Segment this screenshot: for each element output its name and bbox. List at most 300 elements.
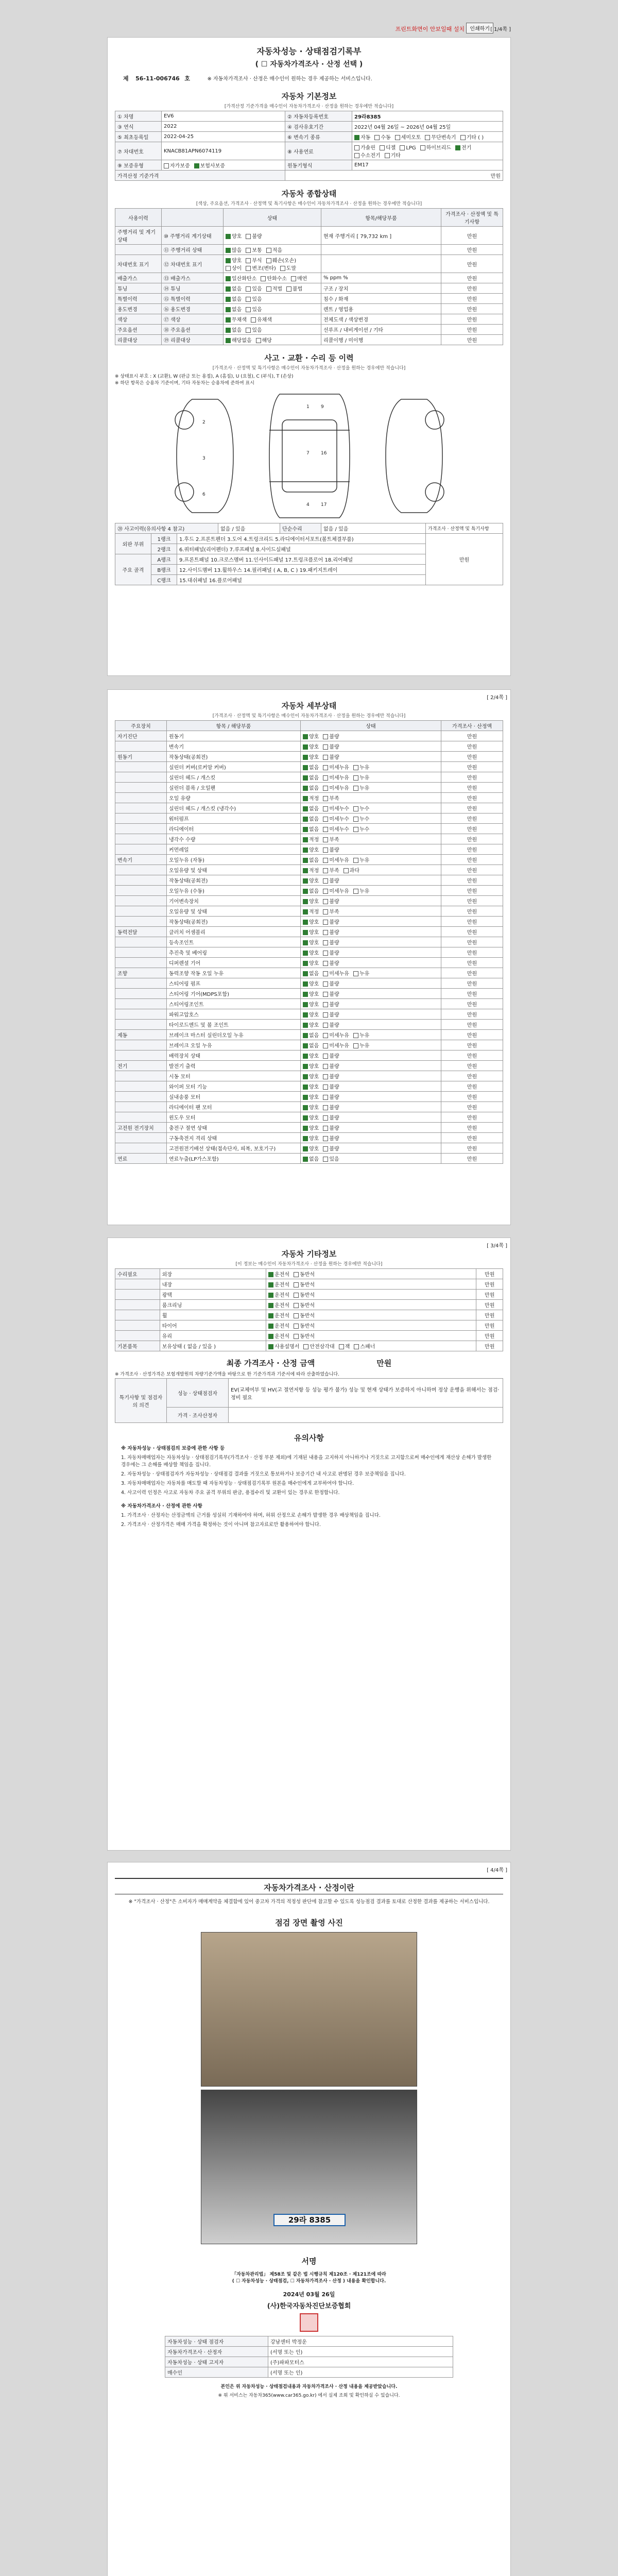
row-group — [115, 1310, 160, 1320]
row-price: 만원 — [441, 814, 503, 824]
row-group: 리콜대상 — [115, 335, 162, 345]
row-item: ⑯ 용도변경 — [162, 304, 224, 314]
text: 1랭크 — [151, 534, 177, 544]
row-price: 만원 — [441, 906, 503, 917]
table-row — [115, 958, 503, 968]
row-group: 자기진단 — [115, 731, 167, 741]
label: ④ 검사유효기간 — [285, 122, 352, 132]
label: ⑧ 사용연료 — [285, 142, 352, 160]
state-options: 양호 불량 — [301, 1092, 441, 1102]
diagram-label: 1 — [306, 404, 310, 410]
text: LPG — [406, 145, 416, 151]
row-item: 충전구 절연 상태 — [167, 1123, 301, 1133]
row-price: 만원 — [476, 1279, 503, 1290]
row-price: 만원 — [476, 1290, 503, 1300]
text: 최종 가격조사 · 산정 금액 — [226, 1359, 315, 1368]
row-item: 구동축전지 격리 상태 — [167, 1133, 301, 1143]
final-note: ※ 가격조사 · 산정가격은 보험개발원의 차량기준가액을 바탕으로 한 기준가격과 기준서에 따라 산출하였습니다. — [115, 1372, 339, 1377]
text: 성능 · 상태점검자 — [167, 1379, 229, 1408]
row-group — [115, 1009, 167, 1020]
row-group — [115, 937, 167, 947]
row-group — [115, 886, 167, 896]
row-item: 오일누유 (수동) — [167, 886, 301, 896]
table-row — [115, 304, 503, 314]
diagram-label: 16 — [321, 451, 327, 456]
row-group: 주행거리 및 계기상태 — [115, 227, 162, 245]
motor-type: EM17 — [352, 160, 503, 171]
label: ③ 연식 — [115, 122, 162, 132]
row-item: 타이로드엔드 및 볼 조인트 — [167, 1020, 301, 1030]
row-item: 파워고압호스 — [167, 1009, 301, 1020]
row-item: ⑩ 주행거리 계기상태 — [162, 227, 224, 245]
row-price: 만원 — [476, 1331, 503, 1341]
table-row — [115, 1020, 503, 1030]
row-item: 디퍼렌셜 기어 — [167, 958, 301, 968]
text: 무단변속기 — [431, 135, 456, 141]
row-price: 만원 — [441, 1092, 503, 1102]
row-item: 실린더 헤드 / 개스킷 — [167, 772, 301, 783]
accident-parts — [115, 533, 503, 585]
official-stamp — [300, 2313, 318, 2332]
row-item: 작동상태(공회전) — [167, 875, 301, 886]
sign-org: (사)한국자동차진단보증협회 — [267, 2302, 351, 2310]
state-options: 적정 부족 — [301, 906, 441, 917]
row-item: 실린더 커버(로커암 커버) — [167, 762, 301, 772]
text: 자동차가격조사 · 산정자 — [165, 2347, 268, 2357]
row-note: 렌트 / 영업용 — [321, 304, 441, 314]
state-options: 없음 미세누수 누수 — [301, 814, 441, 824]
row-group — [115, 1300, 160, 1310]
row-price: 만원 — [441, 793, 503, 803]
table-row — [115, 844, 503, 855]
row-item: 와이퍼 모터 기능 — [167, 1081, 301, 1092]
row-price: 만원 — [441, 989, 503, 999]
row-group — [115, 906, 167, 917]
row-item: 등속조인트 — [167, 937, 301, 947]
table-row — [115, 814, 503, 824]
state-options: 양호 불량 — [301, 958, 441, 968]
row-note: 리콜이행 / 미이행 — [321, 335, 441, 345]
row-price: 만원 — [441, 824, 503, 834]
row-price: 만원 — [441, 772, 503, 783]
basic-table — [115, 111, 503, 181]
row-price: 만원 — [441, 958, 503, 968]
row-item: ⑬ 배출가스 — [162, 273, 224, 283]
table-row — [115, 1071, 503, 1081]
label: ⑨ 보증유형 — [115, 160, 162, 171]
diagram-label: 3 — [202, 456, 205, 461]
table-row — [115, 314, 503, 325]
text: 항목/해당부품 — [321, 209, 441, 227]
row-price: 만원 — [441, 978, 503, 989]
diagram-label: 7 — [306, 451, 310, 456]
diagram-label: 17 — [321, 502, 327, 507]
label: ⑤ 최초등록일 — [115, 132, 162, 142]
row-item: 오일유량 및 상태 — [167, 865, 301, 875]
text: 가격조사 · 산정액 — [441, 721, 503, 731]
row-price: 만원 — [441, 875, 503, 886]
table-row — [115, 1310, 503, 1320]
state-options: 없음 미세누유 누유 — [301, 762, 441, 772]
table-row — [115, 731, 503, 741]
footer-note: 본인은 위 자동차성능 · 상태점검내용과 자동차가격조사 · 산정 내용을 제공받았습니다. — [220, 2384, 398, 2389]
text: 외판 부위 — [115, 534, 151, 554]
caution-item: 4. 사고이력 인정은 사고로 자동차 주요 골격 부위의 판금, 용접수리 및 교환이 있는 경우로 한정합니다. — [121, 1490, 340, 1496]
state-options: 없음 미세누수 누수 — [301, 803, 441, 814]
page-2 — [107, 689, 511, 1225]
row-group: 변속기 — [115, 855, 167, 865]
caution-item: 3. 자동차매매업자는 자동차를 매도할 때 자동차성능 · 상태점검기록부 원본을 매수인에게 교부하여야 합니다. — [121, 1481, 354, 1486]
row-item: 추진축 및 베어링 — [167, 947, 301, 958]
row-group — [115, 1279, 160, 1290]
row-group — [115, 1092, 167, 1102]
row-price: 만원 — [441, 304, 503, 314]
state-options: 양호 불량 — [301, 1009, 441, 1020]
page-3 — [107, 1238, 511, 1851]
row-item: ⑭ 튜닝 — [162, 283, 224, 294]
doc-title: 자동차성능 · 상태점검기록부 — [256, 46, 362, 56]
row-group — [115, 793, 167, 803]
row-item: ⑰ 색상 — [162, 314, 224, 325]
table-row — [115, 273, 503, 283]
caution-item: 2. 가격조사 · 산정가격은 매매 가격을 확정하는 것이 아니며 참고자료로만 활용하여야 합니다. — [121, 1522, 321, 1528]
table-row — [115, 1061, 503, 1071]
warranty-options — [162, 160, 285, 171]
accident-note-2: ※ 하단 항목은 승용차 기준이며, 기타 자동차는 승용차에 준하여 표시 — [115, 381, 254, 386]
state-options: 없음 미세누유 누유 — [301, 855, 441, 865]
row-price: 만원 — [476, 1300, 503, 1310]
text: 가격조사 · 산정액 및 특기사항 — [441, 209, 503, 227]
row-price: 만원 — [441, 927, 503, 937]
row-price: 만원 — [441, 294, 503, 304]
row-item: 워터펌프 — [167, 814, 301, 824]
row-group — [115, 1290, 160, 1300]
state-options: 운전석 동반석 — [266, 1300, 476, 1310]
row-price: 만원 — [441, 1009, 503, 1020]
table-row — [115, 1009, 503, 1020]
state-options: 양호 불량 — [301, 999, 441, 1009]
row-price: 만원 — [441, 855, 503, 865]
row-note: % ppm % — [321, 273, 441, 283]
row-group — [115, 1071, 167, 1081]
basic-title: 자동차 기본정보 — [281, 92, 337, 101]
detail-table — [115, 720, 503, 1164]
row-item: 고전원전기배선 상태(접속단자, 피복, 보호기구) — [167, 1143, 301, 1154]
state-options: 양호 불량 — [301, 978, 441, 989]
table-row — [115, 834, 503, 844]
row-price: 만원 — [441, 273, 503, 283]
state-options: 양호 불량 — [301, 741, 441, 752]
state-options: 양호 불량 — [301, 989, 441, 999]
row-group — [115, 999, 167, 1009]
caution-item: 2. 자동차성능 · 상태점검자가 자동차성능 · 상태점검 결과를 거짓으로 통보하거나 보증기간 내 사고로 판명된 경우 보증책임을 집니다. — [121, 1471, 406, 1477]
caution-section: ※ 자동차성능 · 상태점검의 보증에 관한 사항 등 — [121, 1446, 225, 1451]
install-link[interactable]: 프린트화면이 안보일때 설치 — [395, 26, 465, 32]
row-item: 클러치 어셈블리 — [167, 927, 301, 937]
state-options: 양호 불량 — [301, 937, 441, 947]
row-group — [115, 1040, 167, 1050]
no-value: 56-11-006746 — [135, 75, 180, 82]
text: (주)파파모터스 — [268, 2357, 453, 2367]
state-options: 양호 불량 — [301, 927, 441, 937]
state-options: 양호 불량 — [301, 1102, 441, 1112]
table-row — [115, 762, 503, 772]
row-item: 윈도우 모터 — [167, 1112, 301, 1123]
row-group — [115, 824, 167, 834]
row-item: 냉각수 수량 — [167, 834, 301, 844]
row-group — [115, 803, 167, 814]
table-row — [115, 1123, 503, 1133]
row-group: 원동기 — [115, 752, 167, 762]
state-options: 양호 불량 — [301, 1081, 441, 1092]
page-indicator: [ 1/4쪽 ] — [490, 27, 511, 32]
table-row — [115, 1290, 503, 1300]
row-price: 만원 — [441, 1112, 503, 1123]
row-item: 광택 — [160, 1290, 266, 1300]
row-price: 만원 — [441, 917, 503, 927]
state-options: 적정 부족 과다 — [301, 865, 441, 875]
text: 하이브리드 — [426, 145, 451, 151]
row-price: 만원 — [441, 255, 503, 273]
row-item: 스티어링조인트 — [167, 999, 301, 1009]
state-options: 양호 불량 — [301, 947, 441, 958]
label: ⑦ 차대번호 — [115, 142, 162, 160]
other-title: 자동차 기타정보 — [281, 1249, 337, 1259]
table-row — [115, 947, 503, 958]
row-price: 만원 — [441, 1030, 503, 1040]
table-row — [115, 752, 503, 762]
price-unit: 만원 — [285, 171, 503, 181]
row-group — [115, 762, 167, 772]
doc-notice: ※ 자동차가격조사 · 산정은 매수인이 원하는 경우 제공하는 서비스입니다. — [207, 76, 372, 82]
state-options: 없음 있음 — [224, 294, 321, 304]
table-row — [115, 1050, 503, 1061]
table-row — [115, 1030, 503, 1040]
row-item: ⑮ 특별이력 — [162, 294, 224, 304]
sign-body: ( ☐ 자동차성능 · 상태점검, ☐ 자동차가격조사 · 산정 ) 내용을 확인합니다. — [232, 2279, 386, 2284]
text: B랭크 — [151, 565, 177, 575]
row-item: ⑲ 리콜대상 — [162, 335, 224, 345]
row-item: 작동상태(공회전) — [167, 752, 301, 762]
row-group: 연료 — [115, 1154, 167, 1164]
table-row — [115, 927, 503, 937]
diagram-label: 4 — [306, 502, 310, 507]
table-row — [115, 1341, 503, 1351]
fuel-options — [352, 142, 503, 160]
state-options: 없음 있음 — [301, 1154, 441, 1164]
diagram-label: 2 — [202, 420, 205, 425]
state-options: 양호 불량 — [301, 1133, 441, 1143]
row-group — [115, 772, 167, 783]
doc-subtitle: ( ☐ 자동차가격조사 · 산정 선택 ) — [255, 60, 363, 69]
row-price: 만원 — [441, 947, 503, 958]
caution-section: ※ 자동차가격조사 · 산정에 관한 사항 — [121, 1503, 202, 1509]
row-item: 오일 유량 — [167, 793, 301, 803]
row-group — [115, 1331, 160, 1341]
state-options: 없음 미세누수 누수 — [301, 824, 441, 834]
overall-sub: [색상, 주요옵션, 가격조사 · 산정액 및 특기사항은 매수인이 자동차가격조사 · 산정을 원하는 경우에만 적습니다] — [196, 201, 422, 207]
row-item: ⑫ 차대번호 표기 — [162, 255, 224, 273]
row-note: 침수 / 화재 — [321, 294, 441, 304]
text: 만원 — [376, 1359, 392, 1368]
row-group — [115, 978, 167, 989]
row-item: 원동기 — [167, 731, 301, 741]
row-item: 외장 — [160, 1269, 266, 1279]
label: ② 자동차등록번호 — [285, 111, 352, 122]
row-item: 타이어 — [160, 1320, 266, 1331]
text: 가격 · 조사산정자 — [167, 1408, 229, 1423]
text: 보험사보증 — [200, 163, 225, 169]
state-options: 없음 미세누유 누유 — [301, 886, 441, 896]
table-row — [115, 294, 503, 304]
row-price: 만원 — [441, 227, 503, 245]
row-item: 브레이크 마스터 실린더오일 누유 — [167, 1030, 301, 1040]
row-group: 제동 — [115, 1030, 167, 1040]
table-row — [115, 255, 503, 273]
row-price: 만원 — [441, 1154, 503, 1164]
row-item: 오일유량 및 상태 — [167, 906, 301, 917]
text: ⑳ 사고이력(유의사항 4 참고) — [115, 523, 218, 534]
row-group — [115, 814, 167, 824]
state-options: 적정 부족 — [301, 834, 441, 844]
row-group — [115, 989, 167, 999]
row-group — [115, 917, 167, 927]
table-row — [115, 896, 503, 906]
state-options: 사용설명서 안전삼각대 잭 스패너 — [266, 1341, 476, 1351]
diagram-label: 9 — [321, 404, 324, 410]
footer-note: ※ 위 서비스는 자동차365(www.car365.go.kr) 에서 실제 조회 및 확인하실 수 있습니다. — [218, 2393, 400, 2398]
state-options: 없음 있음 적법 불법 — [224, 283, 321, 294]
state-options: 없음 미세누유 누유 — [301, 783, 441, 793]
row-price: 만원 — [441, 1040, 503, 1050]
license-plate: 29라 8385 — [273, 2214, 346, 2226]
row-group — [115, 1320, 160, 1331]
state-options: 양호 불량 — [301, 875, 441, 886]
text: 단순수리 — [280, 523, 321, 534]
row-price: 만원 — [476, 1341, 503, 1351]
special-table — [115, 1378, 503, 1423]
row-group — [115, 1143, 167, 1154]
row-price: 만원 — [441, 968, 503, 978]
table-row — [115, 855, 503, 865]
text: 만원 — [426, 534, 503, 585]
row-group: 색상 — [115, 314, 162, 325]
row-price: 만원 — [441, 1123, 503, 1133]
row-price: 만원 — [441, 1050, 503, 1061]
p4-title: 자동차가격조사 · 산정이란 — [115, 1878, 503, 1894]
state-options: 양호 불량 — [301, 1020, 441, 1030]
row-item: 휠 — [160, 1310, 266, 1320]
row-item: 보유상태 ( 없음 / 있음 ) — [160, 1341, 266, 1351]
text: 수소전기 — [360, 153, 381, 159]
row-item: 연료누출(LP가스포함) — [167, 1154, 301, 1164]
row-item: 배력장치 상태 — [167, 1050, 301, 1061]
label: ⑥ 변속기 종류 — [285, 132, 352, 142]
state-options: 양호 불량 — [301, 731, 441, 741]
state-options: 양호 불량 — [301, 1071, 441, 1081]
row-price: 만원 — [441, 783, 503, 793]
row-price: 만원 — [441, 1081, 503, 1092]
state-options: 무채색 유채색 — [224, 314, 321, 325]
text: 기타 — [390, 153, 401, 159]
row-group — [115, 1112, 167, 1123]
row-group — [115, 875, 167, 886]
table-row — [115, 875, 503, 886]
diagram-label: 6 — [202, 492, 205, 497]
row-group — [115, 1102, 167, 1112]
table-row — [115, 886, 503, 896]
row-group: 조향 — [115, 968, 167, 978]
print-button[interactable]: 인쇄하기 — [466, 23, 493, 33]
row-group: 배출가스 — [115, 273, 162, 283]
reg-no: 29라8385 — [352, 111, 503, 122]
car-name: EV6 — [162, 111, 285, 122]
table-row — [115, 1102, 503, 1112]
table-row — [115, 803, 503, 814]
row-group: 수리필요 — [115, 1269, 160, 1279]
table-row — [115, 937, 503, 947]
caution-item: 1. 가격조사 · 산정자는 산정금액의 근거를 성실히 기재하여야 하며, 허위 산정으로 손해가 발생한 경우 배상책임을 집니다. — [121, 1513, 381, 1518]
state-options: 운전석 동반석 — [266, 1320, 476, 1331]
row-group — [115, 783, 167, 793]
table-row — [115, 283, 503, 294]
state-options: 없음 있음 — [224, 304, 321, 314]
state-options: 없음 미세누유 누유 — [301, 1040, 441, 1050]
row-group: 특별이력 — [115, 294, 162, 304]
row-item: 시동 모터 — [167, 1071, 301, 1081]
text: 디젤 — [385, 145, 396, 151]
row-price: 만원 — [441, 325, 503, 335]
row-group — [115, 245, 162, 255]
row-group: 차대번호 표기 — [115, 255, 162, 273]
row-price: 만원 — [441, 314, 503, 325]
state-options: 양호 불량 — [301, 896, 441, 906]
state-options: 양호 불량 — [301, 1050, 441, 1061]
table-row — [115, 1143, 503, 1154]
row-price: 만원 — [441, 1102, 503, 1112]
row-item: 라디에이터 — [167, 824, 301, 834]
label: ① 차명 — [115, 111, 162, 122]
car-outline-svg — [115, 389, 504, 523]
text: 주요 골격 — [115, 554, 151, 585]
row-price: 만원 — [441, 741, 503, 752]
row-price: 만원 — [441, 834, 503, 844]
text: A랭크 — [151, 554, 177, 565]
table-row — [115, 1133, 503, 1143]
row-item: 실린더 블록 / 오일팬 — [167, 783, 301, 793]
row-item: 실린더 헤드 / 개스킷 (냉각수) — [167, 803, 301, 814]
overall-title: 자동차 종합상태 — [281, 189, 337, 198]
row-price: 만원 — [476, 1320, 503, 1331]
state-options: 많음 보통 적음 — [224, 245, 321, 255]
detail-sub: [가격조사 · 산정액 및 특기사항은 매수인이 자동차가격조사 · 산정을 원하는 경우에만 적습니다] — [212, 714, 406, 719]
row-note: 구조 / 장치 — [321, 283, 441, 294]
state-options: 해당없음 해당 — [224, 335, 321, 345]
row-price: 만원 — [441, 803, 503, 814]
year: 2022 — [162, 122, 285, 132]
first-reg: 2022-04-25 — [162, 132, 285, 142]
text: 2랭크 — [151, 544, 177, 554]
detail-title: 자동차 세부상태 — [281, 701, 337, 710]
table-row — [115, 1112, 503, 1123]
text: C랭크 — [151, 575, 177, 585]
text: 주요장치 — [115, 721, 167, 731]
text: 강남센터 박정운 — [268, 2336, 453, 2347]
table-row — [115, 1331, 503, 1341]
sign-title: 서명 — [301, 2257, 317, 2266]
row-group — [115, 1020, 167, 1030]
row-price: 만원 — [476, 1310, 503, 1320]
